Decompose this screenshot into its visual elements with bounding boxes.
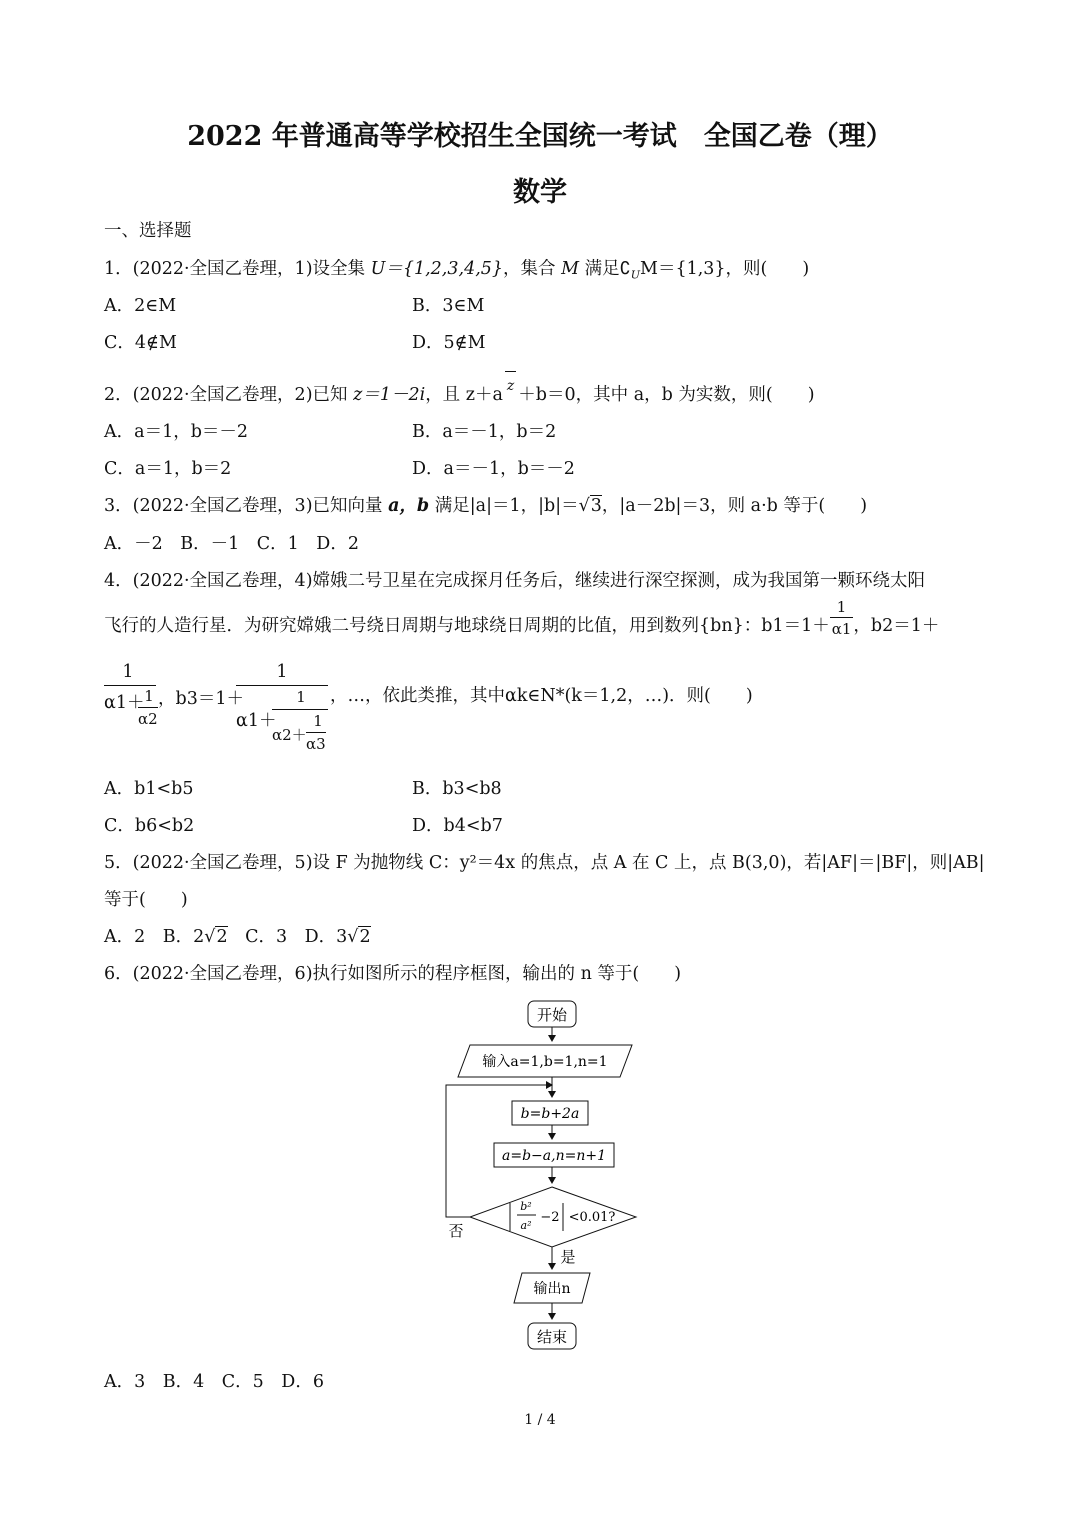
flow-cond-rhs: <0.01? xyxy=(568,1210,616,1225)
flow-step2-label: a=b−a,n=n+1 xyxy=(502,1148,606,1164)
question-2-option-a: A．a＝1，b＝－2 xyxy=(104,422,249,442)
b2-continued-fraction: 1 α1＋ 1 α2 xyxy=(104,662,158,728)
b3-continued-fraction: 1 α1＋ 1 α2＋ 1 α3 xyxy=(236,662,328,762)
question-3-options: A．－2 B．－1 C．1 D．2 xyxy=(104,534,359,554)
question-1-option-d: D．5∉M xyxy=(412,333,486,353)
question-5-options: A．2 B．2√2 C．3 D．3√2 xyxy=(104,927,371,947)
flow-cond-den: a² xyxy=(520,1219,532,1232)
flow-output-label: 输出n xyxy=(533,1281,571,1297)
flow-end-label: 结束 xyxy=(536,1328,568,1346)
question-1-option-a: A．2∈M xyxy=(104,296,177,316)
question-1-option-c: C．4∉M xyxy=(104,333,177,353)
flow-no-label: 否 xyxy=(448,1222,464,1240)
question-4-option-c: C．b6<b2 xyxy=(104,816,195,836)
program-flowchart xyxy=(420,995,660,1355)
question-1-stem: 1．(2022·全国乙卷理，1)设全集 U＝{1,2,3,4,5}，集合 M 满足$∁_UM=\{1,3\}$，则( ) xyxy=(104,259,810,282)
question-4-line-2: 飞行的人造行星．为研究嫦娥二号绕日周期与地球绕日周期的比值，用到数列{bn}：b1＝1＋ $\frac{1}{\alpha 1}$ ，b2＝1＋ xyxy=(104,598,940,638)
question-5-line-2: 等于( ) xyxy=(104,890,188,910)
flow-input-label: 输入a=1,b=1,n=1 xyxy=(482,1054,608,1070)
question-3-stem: 3．(2022·全国乙卷理，3)已知向量 a，b 满足|a|＝1，|b|＝√3，|a－2b|＝3，则 a·b 等于( ) xyxy=(104,496,868,516)
question-4-line-1: 4．(2022·全国乙卷理，4)嫦娥二号卫星在完成探月任务后，继续进行深空探测，成为我国第一颗环绕太阳 xyxy=(104,571,926,591)
flow-step1-label: b=b+2a xyxy=(520,1106,580,1122)
question-4-option-a: A．b1<b5 xyxy=(104,779,194,799)
question-4-option-d: D．b4<b7 xyxy=(412,816,503,836)
question-4-option-b: B．b3<b8 xyxy=(412,779,502,799)
question-5-line-1: 5．(2022·全国乙卷理，5)设 F 为抛物线 C：y²＝4x 的焦点，点 A 在 C 上，点 B(3,0)，若|AF|＝|BF|，则|AB| xyxy=(104,853,985,873)
flow-cond-num: b² xyxy=(520,1200,532,1213)
flow-cond-tail: −2 xyxy=(540,1210,560,1225)
flow-yes-label: 是 xyxy=(560,1248,576,1266)
question-2-option-c: C．a＝1，b＝2 xyxy=(104,459,232,479)
question-2-option-d: D．a＝－1，b＝－2 xyxy=(412,459,575,479)
subject-title: 数学 xyxy=(513,177,567,208)
section-heading: 一、选择题 xyxy=(104,221,192,241)
question-4-line-3-tail: ，…，依此类推，其中αk∈N*(k＝1,2，…)．则( ) xyxy=(330,686,753,706)
question-1-option-b: B．3∈M xyxy=(412,296,485,316)
flow-start-label: 开始 xyxy=(536,1006,568,1024)
question-6-stem: 6．(2022·全国乙卷理，6)执行如图所示的程序框图，输出的 n 等于( ) xyxy=(104,964,682,984)
question-2-stem: 2．(2022·全国乙卷理，2)已知 z＝1－2i，且 z＋a $^z$ ＋b＝0，其中 a，b 为实数，则( ) xyxy=(104,381,815,406)
question-6-options: A．3 B．4 C．5 D．6 xyxy=(104,1372,324,1392)
page-number: 1 / 4 xyxy=(524,1412,556,1428)
exam-title: 2022 年普通高等学校招生全国统一考试 全国乙卷（理） xyxy=(187,121,893,152)
b3-label: ，b3＝1＋ xyxy=(158,689,244,709)
question-2-option-b: B．a＝－1，b＝2 xyxy=(412,422,557,442)
